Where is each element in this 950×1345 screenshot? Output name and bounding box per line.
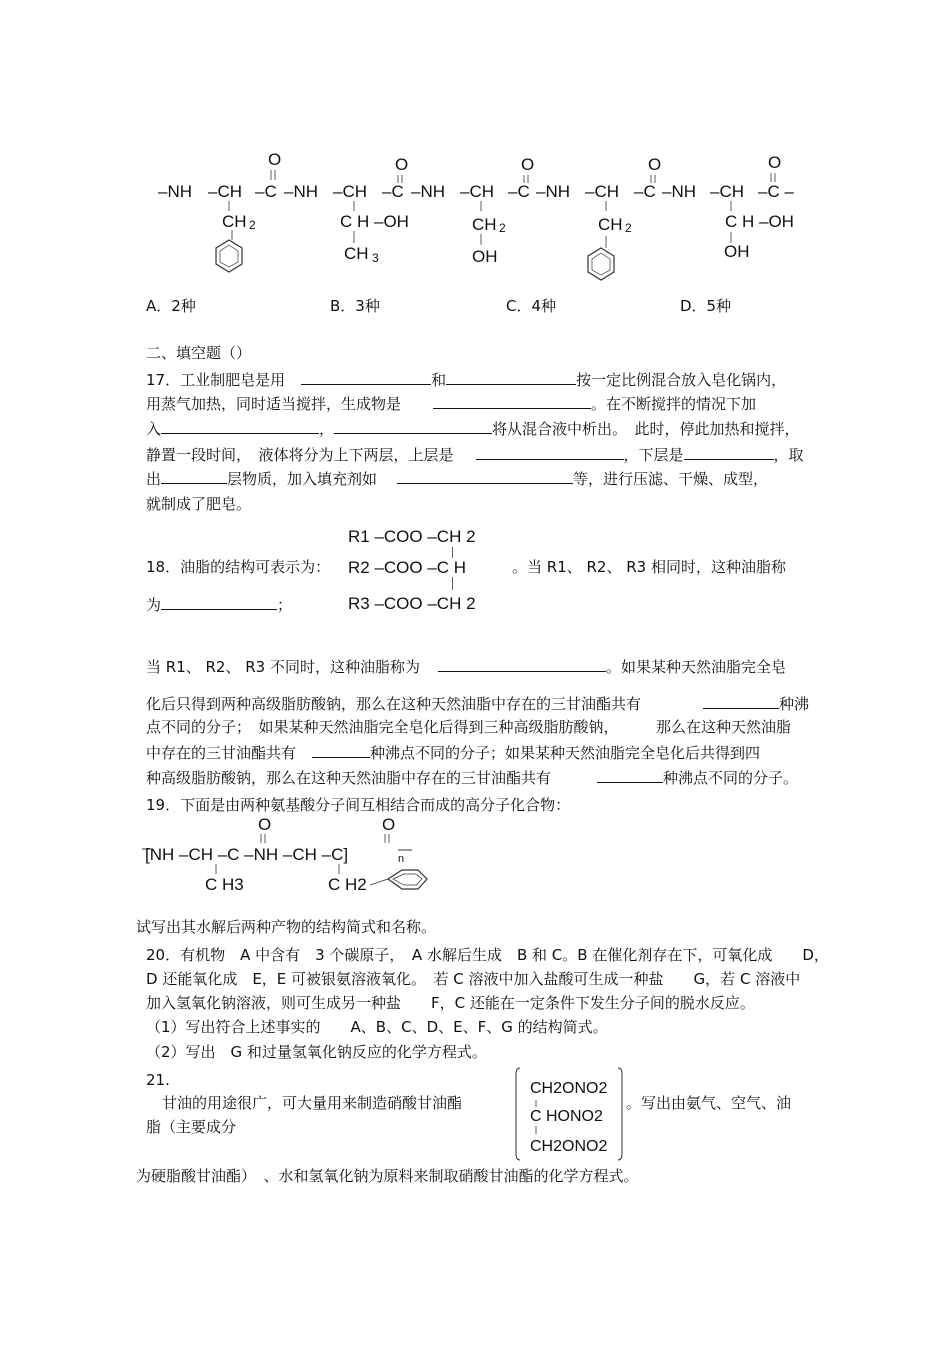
- svg-text:C H2: C H2: [328, 875, 367, 894]
- side-sub2: 2: [499, 221, 506, 235]
- answer-blank[interactable]: [161, 469, 227, 484]
- chain-c: –C: [255, 182, 277, 201]
- option-d: D．5种: [680, 297, 732, 315]
- q18-line: 为 ；: [146, 596, 293, 614]
- svg-text:O: O: [382, 815, 396, 834]
- chain-nh: –NH: [536, 182, 571, 201]
- q19-ask: 试写出其水解后两种产物的结构简式和名称。: [136, 918, 437, 936]
- side-sub2: 2: [249, 218, 256, 232]
- q17-line: 静置一段时间， 液体将分为上下两层，上层是 ，下层是 ，取: [146, 446, 804, 464]
- q17-line: 就制成了肥皂。: [146, 495, 252, 513]
- chain-ch: –CH: [710, 182, 745, 201]
- q18-line: 当 R1、 R2、 R3 不同时，这种油脂称为 。如果某种天然油脂完全皂: [146, 658, 786, 676]
- q20-line: 20．有机物 A 中含有 3 个碳原子， A 水解后生成 B 和 C。B 在催化剂存在下，可氧化成 D，: [146, 946, 829, 964]
- q20-line: （2）写出 G 和过量氢氧化钠反应的化学方程式。: [146, 1043, 487, 1061]
- formula-row: CH2ONO2: [530, 1080, 608, 1097]
- chain-nh: –NH: [662, 182, 697, 201]
- side-ch2: CH: [598, 215, 623, 234]
- side-sub3: 3: [372, 251, 379, 265]
- q21-line: 。写出由氨气、空气、油: [626, 1094, 792, 1112]
- q21-number: 21.: [146, 1071, 170, 1089]
- q21-line: 脂（主要成分: [146, 1118, 237, 1136]
- triglyceride-row: R3 –COO –CH 2: [348, 594, 476, 613]
- option-b: B．3种: [330, 297, 380, 315]
- answer-blank[interactable]: [312, 743, 370, 758]
- answer-blank[interactable]: [397, 469, 573, 484]
- q17-line: 出 层物质，加入填充剂如 等，进行压滤、干燥、成型，: [146, 470, 769, 488]
- q21-line: 甘油的用途很广，可大量用来制造硝酸甘油酯: [162, 1094, 463, 1112]
- side-ch2: CH: [222, 212, 247, 231]
- side-ch-oh: C H –OH: [340, 212, 409, 231]
- answer-blank[interactable]: [161, 595, 277, 610]
- chain-nh: –NH: [411, 182, 446, 201]
- answer-blank[interactable]: [438, 657, 606, 672]
- q18-line: 点不同的分子； 如果某种天然油脂完全皂化后得到三种高级脂肪酸钠， 那么在这种天然油脂: [146, 718, 792, 736]
- chain-c: –C: [382, 182, 404, 201]
- q18-line: 化后只得到两种高级脂肪酸钠，那么在这种天然油脂中存在的三甘油酯共有 种沸: [146, 695, 810, 713]
- formula-row: C HONO2: [530, 1108, 603, 1125]
- triglyceride-row: R2 –COO –C H: [348, 558, 467, 577]
- answer-blank[interactable]: [433, 394, 591, 409]
- svg-text:C H3: C H3: [205, 875, 244, 894]
- answer-blank[interactable]: [446, 370, 576, 385]
- svg-text:O: O: [258, 815, 272, 834]
- q20-line: 加入氢氧化钠溶液，则可生成另一种盐 F，C 还能在一定条件下发生分子间的脱水反应。: [146, 994, 755, 1012]
- triglyceride-row: R1 –COO –CH 2: [348, 527, 476, 546]
- answer-blank[interactable]: [301, 370, 431, 385]
- side-ch2: CH: [472, 215, 497, 234]
- answer-blank[interactable]: [476, 445, 624, 460]
- chain-nh: –NH: [284, 182, 319, 201]
- side-ch-oh: C H –OH: [725, 212, 794, 231]
- q17-line: 用蒸气加热，同时适当搅拌，生成物是 。在不断搅拌的情况下加: [146, 395, 757, 413]
- chain-ch: –CH: [208, 182, 243, 201]
- q20-line: （1）写出符合上述事实的 A、B、C、D、E、F、G 的结构简式。: [146, 1018, 608, 1036]
- chain-ch: –CH: [585, 182, 620, 201]
- answer-blank[interactable]: [703, 694, 779, 709]
- formula-row: CH2ONO2: [530, 1138, 608, 1155]
- answer-blank[interactable]: [334, 419, 492, 434]
- q18-line: 中存在的三甘油酯共有 种沸点不同的分子；如果某种天然油脂完全皂化后共得到四: [146, 744, 761, 762]
- side-sub2: 2: [625, 221, 632, 235]
- q17-line: 17．工业制肥皂是用 和 按一定比例混合放入皂化锅内，: [146, 371, 787, 389]
- q19-intro: 19．下面是由两种氨基酸分子间互相结合而成的高分子化合物：: [146, 796, 571, 814]
- polypeptide-structure: [140, 812, 460, 892]
- option-a: A．2种: [146, 297, 196, 315]
- option-c: C．4种: [506, 297, 557, 315]
- carbonyl-o: O: [768, 153, 782, 172]
- q18-after: 。当 R1、 R2、 R3 相同时，这种油脂称: [512, 558, 786, 576]
- chain-c: –C: [634, 182, 656, 201]
- benzene-icon: [388, 870, 427, 889]
- side-oh: OH: [724, 242, 750, 261]
- carbonyl-o: O: [648, 155, 662, 174]
- q18-line: 种高级脂肪酸钠，那么在这种天然油脂中存在的三甘油酯共有 种沸点不同的分子。: [146, 769, 799, 787]
- section-title: 二、填空题（）: [146, 344, 252, 362]
- chain-c: –C –: [758, 182, 794, 201]
- chain-ch: –CH: [460, 182, 495, 201]
- chain-nh: –NH: [158, 182, 193, 201]
- carbonyl-o: O: [395, 155, 409, 174]
- benzene-icon: [588, 248, 614, 280]
- q17-line: 入 ， 将从混合液中析出。 此时，停此加热和搅拌，: [146, 420, 800, 438]
- answer-blank[interactable]: [684, 445, 774, 460]
- carbonyl-o: O: [268, 150, 282, 169]
- answer-blank[interactable]: [597, 768, 663, 783]
- chain-c: –C: [508, 182, 530, 201]
- q18-intro: 18．油脂的结构可表示为：: [146, 558, 331, 576]
- side-oh: OH: [472, 247, 498, 266]
- q21-line: 为硬脂酸甘油酯） 、水和氢氧化钠为原料来制取硝酸甘油酯的化学方程式。: [136, 1167, 639, 1185]
- peptide-structure: [0, 0, 950, 290]
- side-ch3: CH: [344, 244, 369, 263]
- q20-line: D 还能氧化成 E，E 可被银氨溶液氧化。 若 C 溶液中加入盐酸可生成一种盐 G，若 C 溶液中: [146, 970, 801, 988]
- svg-text:[NH –CH –C –NH –CH –C]: [NH –CH –C –NH –CH –C]: [145, 845, 349, 864]
- answer-blank[interactable]: [161, 419, 319, 434]
- triglyceride-bonds: [452, 544, 462, 614]
- benzene-icon: [216, 240, 242, 272]
- svg-text:n: n: [398, 853, 405, 865]
- chain-ch: –CH: [333, 182, 368, 201]
- carbonyl-o: O: [521, 155, 535, 174]
